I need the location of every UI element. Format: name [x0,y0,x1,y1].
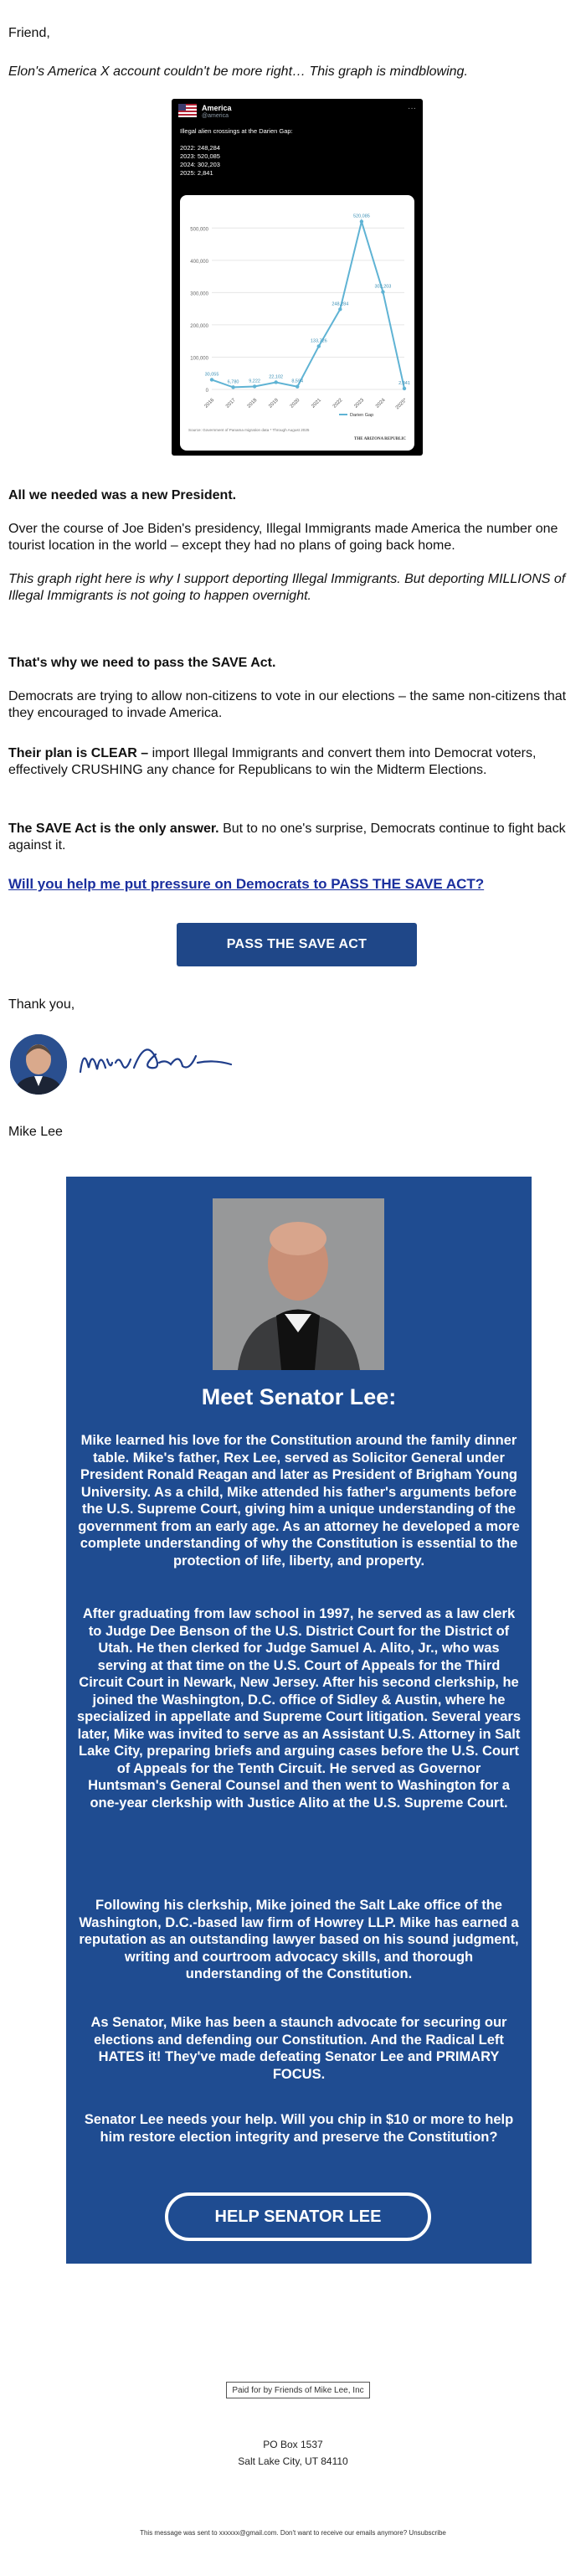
x-tick-label: 2021 [311,398,323,410]
paid-for-disclaimer: Paid for by Friends of Mike Lee, Inc [226,2382,370,2398]
tweet-line: 2023: 520,085 [180,152,220,160]
tweet-line: 2024: 302,203 [180,161,220,168]
meet-senator-card [66,1177,532,2264]
series-line [212,222,404,389]
tweet-line: 2022: 248,284 [180,144,220,152]
avatar [10,1034,67,1095]
tweet-text [180,127,414,178]
paragraph-new-president: All we needed was a new President. [8,488,237,502]
plan-bold: Their plan is CLEAR – [8,746,149,760]
data-point [253,384,256,388]
bio-paragraph-5: Senator Lee needs your help. Will you chip in $10 or more to help him restore election integrity and preserve the Constitution? [84,2112,514,2145]
darien-gap-line-chart [180,195,414,451]
data-point [231,385,234,389]
data-label: 9,222 [249,379,260,384]
data-point [296,384,299,388]
tweet-handle: @america [202,113,229,119]
x-tick-label: 2018 [246,398,259,410]
y-tick-label: 0 [205,389,208,394]
data-label: 2,841 [398,380,410,386]
data-label: 6,780 [227,379,239,385]
only-answer-bold: The SAVE Act is the only answer. [8,822,219,836]
x-tick-label: 2020 [289,398,301,410]
paragraph-non-citizens: Democrats are trying to allow non-citizens to vote in our elections – the same non-citizens that they encouraged to invade America. [8,689,567,720]
paragraph-biden: Over the course of Joe Biden's presidency, Illegal Immigrants made America the number one tourist location in the world – except they had no plans of going back home. [8,522,558,553]
bio-paragraph-4: As Senator, Mike has been a staunch advocate for securing our elections and defending our Constitution. And the Radical Left HATES it! They've made defeating Senator Lee and PRIMARY FOCUS. [90,2015,507,2082]
chart-brand: THE ARIZONA REPUBLIC [354,437,406,441]
paragraph-only-answer [8,821,578,854]
y-tick-label: 400,000 [190,259,208,265]
help-senator-lee-button[interactable]: HELP SENATOR LEE [165,2192,431,2241]
x-tick-label: 2022 [332,398,344,410]
data-point [210,378,213,381]
thank-you-text: Thank you, [8,997,75,1012]
data-label: 133,726 [310,338,327,344]
x-tick-label: 2017 [225,398,237,410]
embedded-tweet[interactable] [172,99,423,456]
x-tick-label: 2024 [374,398,387,410]
bio-paragraph-2: After graduating from law school in 1997, he served as a law clerk to Judge Dee Benson of the U.S. District Court for the District of Utah. He then clerked for Judge Samuel A. Alito, Jr., who was serving at that time on the U.S. Court of Appeals for the Third Circuit Court in Newark, New Jersey. After his second clerkship, he joined the Washington, D.C. office of Sidley & Austin, where he specialized in appellate and Supreme Court litigation. Several years later, Mike was invited to serve as an Assistant U.S. Attorney in Salt Lake City, preparing briefs and arguing cases before the U.S. Court of Appeals for the Tenth Circuit. He served as Governor Huntsman's General Counsel and then went to Washington for a one-year clerkship with Justice Alito at the U.S. Supreme Court. [76,1606,521,1811]
only-answer-rest: But to no one's surprise, Democrats continue to fight back against it. [8,822,566,853]
data-label: 520,085 [352,214,370,219]
signature-image [72,1026,239,1093]
address-line-2: Salt Lake City, UT 84110 [238,2455,348,2467]
x-tick-label: 2016 [203,398,216,410]
x-tick-label: 2019 [268,398,280,410]
more-options-icon[interactable]: ··· [408,104,416,113]
us-flag-icon [178,104,197,117]
data-point [317,344,321,348]
bio-paragraph-3: Following his clerkship, Mike joined the Salt Lake office of the Washington, D.C.-based law firm of Howrey LLP. Mike has earned a reputation as an outstanding lawyer based on his sound judgment, writing and courtroom advocacy skills, and thorough understanding of the Constitution. [79,1898,519,1981]
data-point [338,307,342,311]
pressure-link[interactable]: Will you help me put pressure on Democrats to PASS THE SAVE ACT? [8,876,485,892]
signature-text: Mike Lee [72,1026,76,1027]
paragraph-plan [8,745,578,779]
tweet-account-name: America [202,104,232,112]
link-paragraph [8,876,578,894]
paragraph-graph: This graph right here is why I support deporting Illegal Immigrants. But deporting MILLIONS of Illegal Immigrants is not going to happen overnight. [8,572,566,603]
y-tick-label: 200,000 [190,323,208,329]
tweet-chart-card [180,195,414,451]
y-tick-label: 300,000 [190,291,208,297]
bio-paragraph-1: Mike learned his love for the Constitution around the family dinner table. Mike's father, Rex Lee, served as Solicitor General under President Ronald Reagan and later as President of Brigham Young University. As a child, Mike attended his father's arguments before the U.S. Supreme Court, giving him a unique understanding of the government from an early age. As an attorney he developed a more complete understanding of why the Constitution is essential to the protection of life, liberty, and property. [78,1433,520,1569]
greeting: Friend, [8,26,50,40]
data-point [360,219,363,223]
intro-text: Elon's America X account couldn't be more right… This graph is mindblowing. [8,64,468,79]
data-label: 8,594 [291,379,304,384]
address-line-1: PO Box 1537 [263,2439,323,2450]
signer-name: Mike Lee [8,1125,63,1139]
legend-label: Darien Gap [350,413,374,418]
x-tick-label: 2025* [394,398,409,411]
pass-save-act-button[interactable]: PASS THE SAVE ACT [177,923,417,966]
data-label: 30,055 [204,372,219,378]
data-label: 248,284 [332,301,349,307]
paragraph-save-act: That's why we need to pass the SAVE Act. [8,656,276,670]
senator-photo [213,1198,384,1370]
x-tick-label: 2023 [353,398,366,410]
bio-title: Meet Senator Lee: [201,1384,397,1409]
data-point [381,290,384,293]
data-label: 22,102 [269,374,284,380]
y-tick-label: 100,000 [190,356,208,362]
tweet-line: 2025: 2,841 [180,169,213,177]
y-tick-label: 500,000 [190,227,208,233]
data-point [403,387,406,390]
plan-rest: import Illegal Immigrants and convert them into Democrat voters, effectively CRUSHING any chance for Republicans to win the Midterm Elections. [8,746,537,777]
tweet-heading: Illegal alien crossings at the Darien Gap: [180,127,293,135]
chart-source: Source: Government of Panama migration data * Through August 2025 [188,428,310,432]
data-point [274,380,277,384]
unsubscribe-notice[interactable]: This message was sent to xxxxxx@gmail.com. Don't want to receive our emails anymore? Unsubscribe [140,2529,446,2537]
data-label: 302,203 [374,284,392,290]
